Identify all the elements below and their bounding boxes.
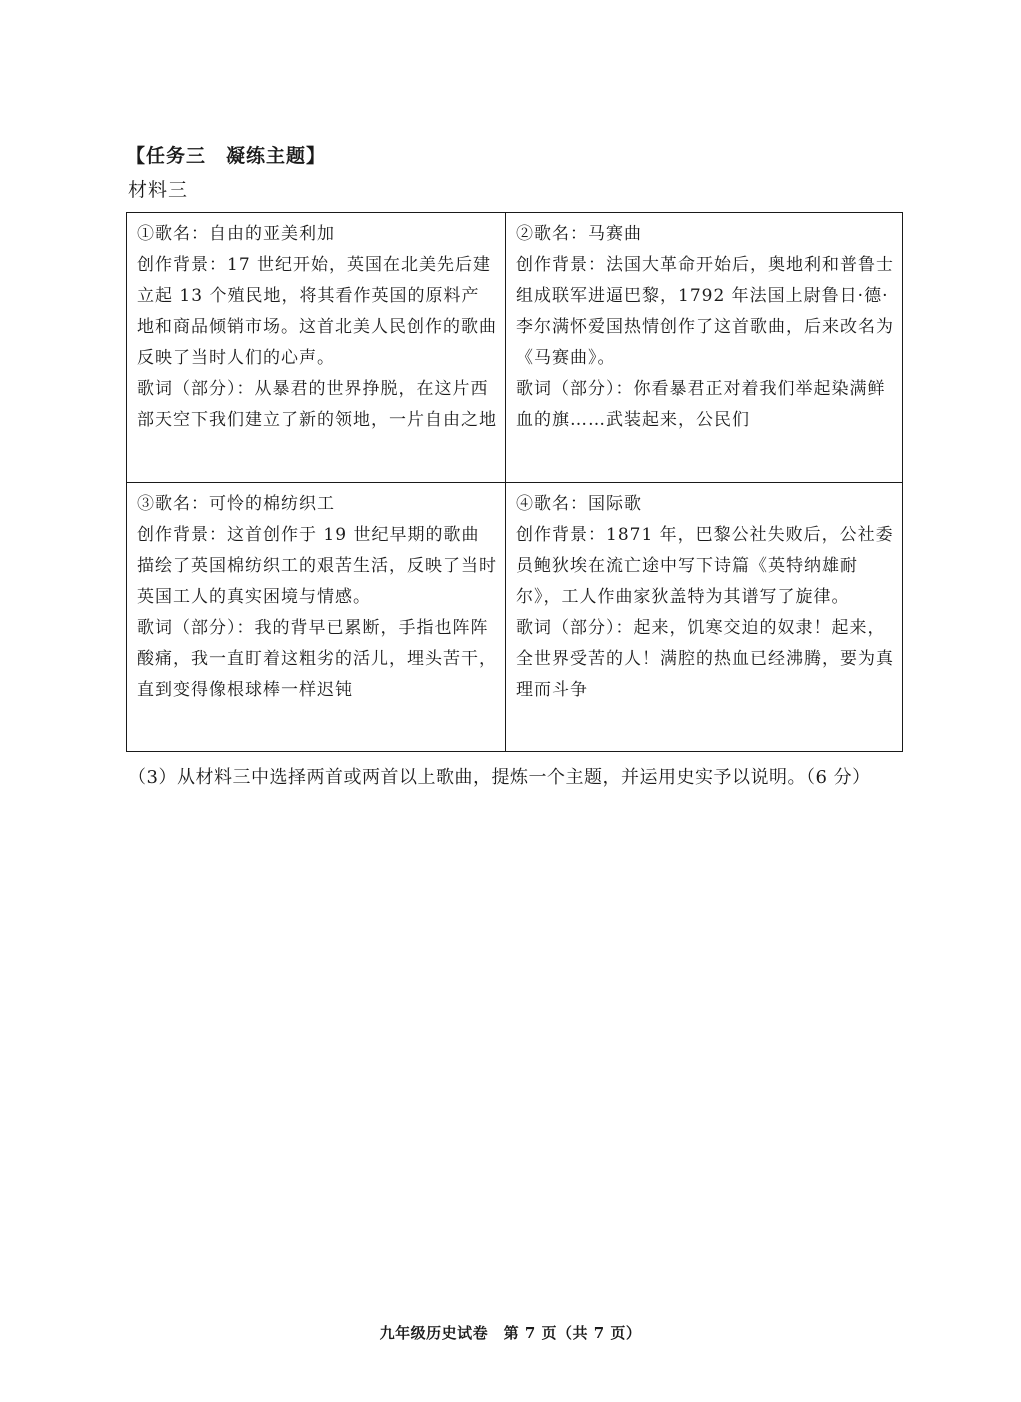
song-cell-2	[506, 213, 903, 483]
song-title: ①歌名：自由的亚美利加	[137, 224, 335, 244]
song-cell-1	[127, 213, 506, 483]
material-label: 材料三	[128, 179, 189, 201]
table-row	[127, 213, 903, 483]
song-background: 创作背景：这首创作于 19 世纪早期的歌曲描绘了英国棉纺织工的艰苦生活，反映了当时英国工人的真实困境与情感。	[137, 524, 497, 607]
song-cell-4	[506, 482, 903, 752]
question-3: （3）从材料三中选择两首或两首以上歌曲，提炼一个主题，并运用史实予以说明。（6 分）	[128, 767, 871, 788]
song-lyrics: 歌词（部分）：从暴君的世界挣脱，在这片西部天空下我们建立了新的领地，一片自由之地	[137, 379, 497, 430]
song-background: 创作背景：17 世纪开始，英国在北美先后建立起 13 个殖民地，将其看作英国的原料产地和商品倾销市场。这首北美人民创作的歌曲反映了当时人们的心声。	[137, 255, 497, 368]
page-footer: 九年级历史试卷 第 7 页（共 7 页）	[379, 1324, 642, 1342]
song-title: ④歌名：国际歌	[516, 493, 642, 514]
song-background: 创作背景：1871 年，巴黎公社失败后，公社委员鲍狄埃在流亡途中写下诗篇《英特纳雄耐尔》，工人作曲家狄盖特为其谱写了旋律。	[516, 524, 894, 607]
song-lyrics: 歌词（部分）：起来，饥寒交迫的奴隶！起来，全世界受苦的人！满腔的热血已经沸腾，要为真理而斗争	[516, 617, 894, 700]
songs-table	[126, 212, 903, 752]
song-lyrics: 歌词（部分）：你看暴君正对着我们举起染满鲜血的旗……武装起来，公民们	[516, 379, 886, 430]
song-title: ②歌名：马赛曲	[516, 224, 642, 244]
task-heading: 【任务三 凝练主题】	[126, 145, 327, 167]
song-title: ③歌名：可怜的棉纺织工	[137, 493, 335, 514]
song-cell-3	[127, 482, 506, 752]
table-row	[127, 482, 903, 752]
song-lyrics: 歌词（部分）：我的背早已累断，手指也阵阵酸痛，我一直盯着这粗劣的活儿，埋头苦干，直到变得像根球棒一样迟钝	[137, 617, 497, 700]
song-background: 创作背景：法国大革命开始后，奥地利和普鲁士组成联军进逼巴黎，1792 年法国上尉鲁日·德·李尔满怀爱国热情创作了这首歌曲，后来改名为《马赛曲》。	[516, 255, 894, 368]
